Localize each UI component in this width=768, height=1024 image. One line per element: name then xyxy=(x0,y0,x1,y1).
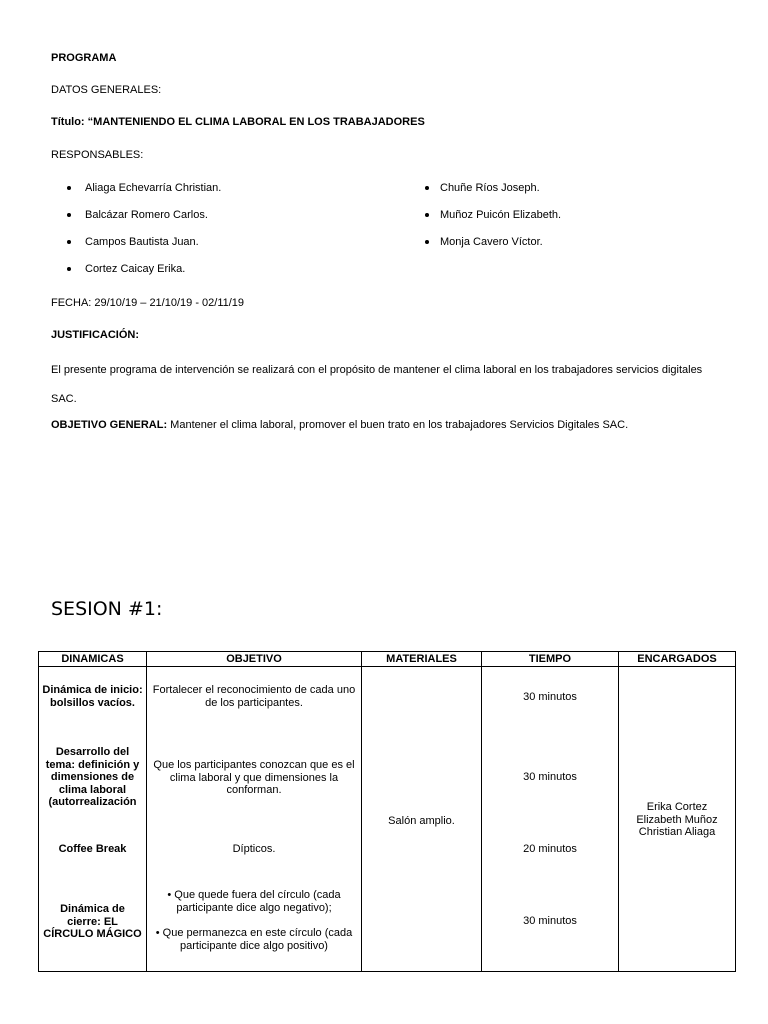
dinamicas-cell xyxy=(39,667,147,972)
header-materiales: MATERIALES xyxy=(362,652,482,667)
list-item: Campos Bautista Juan. xyxy=(85,236,199,248)
objetivo-2: Que los participantes conozcan que es el clima laboral y que dimensiones la conforman. xyxy=(153,759,355,796)
objective-label: OBJETIVO GENERAL: xyxy=(51,419,168,431)
session-table xyxy=(38,651,736,972)
general-objective xyxy=(51,418,731,432)
bullet-icon xyxy=(67,186,71,190)
date-line: FECHA: 29/10/19 – 21/10/19 - 02/11/19 xyxy=(51,297,245,309)
dinamica-1: Dinámica de inicio: bolsillos vacíos. xyxy=(42,684,143,709)
encargado-3: Christian Aliaga xyxy=(638,826,716,838)
tiempo-2: 30 minutos xyxy=(523,771,577,783)
list-item: Monja Cavero Víctor. xyxy=(440,236,543,248)
justification-heading: JUSTIFICACIÓN: xyxy=(51,329,139,341)
list-item: Cortez Caicay Erika. xyxy=(85,263,186,275)
bullet-icon xyxy=(425,186,429,190)
header-objetivo: OBJETIVO xyxy=(147,652,362,667)
list-item: Chuñe Ríos Joseph. xyxy=(440,182,540,194)
session-title: SESION #1: xyxy=(51,598,163,620)
objetivo-1: Fortalecer el reconocimiento de cada uno de los participantes. xyxy=(152,684,356,709)
dinamica-3: Coffee Break xyxy=(58,843,127,855)
list-item: Muñoz Puicón Elizabeth. xyxy=(440,209,562,221)
materiales-cell xyxy=(362,667,482,972)
tiempo-1: 30 minutos xyxy=(523,691,577,703)
materiales-value: Salón amplio. xyxy=(388,815,455,827)
objective-text: Mantener el clima laboral, promover el buen trato en los trabajadores Servicios Digitales SAC. xyxy=(167,419,629,431)
dinamica-2: Desarrollo del tema: definición y dimensiones de clima laboral (autorrealización xyxy=(45,746,140,808)
tiempo-4: 30 minutos xyxy=(523,915,577,927)
header-tiempo: TIEMPO xyxy=(482,652,619,667)
header-dinamicas: DINAMICAS xyxy=(39,652,147,667)
bullet-icon xyxy=(425,213,429,217)
program-heading: PROGRAMA xyxy=(51,52,117,64)
encargados-cell xyxy=(619,667,736,972)
objetivo-3: Dípticos. xyxy=(232,843,276,855)
title-line: Título: “MANTENIENDO EL CLIMA LABORAL EN LOS TRABAJADORES xyxy=(51,116,425,128)
header-encargados: ENCARGADOS xyxy=(619,652,736,667)
table-row xyxy=(39,667,736,972)
bullet-icon xyxy=(67,213,71,217)
bullet-icon xyxy=(67,240,71,244)
encargado-2: Elizabeth Muñoz xyxy=(636,813,718,826)
objetivo-4b: • Que permanezca en este círculo (cada participante dice algo positivo) xyxy=(155,927,353,952)
encargado-1: Erika Cortez xyxy=(646,801,708,813)
justification-text: El presente programa de intervención se realizará con el propósito de mantener el clima laboral en los trabajadores servicios digitales SAC. xyxy=(51,364,703,405)
list-item: Balcázar Romero Carlos. xyxy=(85,209,208,221)
tiempo-3: 20 minutos xyxy=(523,843,577,855)
objetivo-4a: • Que quede fuera del círculo (cada participante dice algo negativo); xyxy=(167,889,341,914)
general-data-heading: DATOS GENERALES: xyxy=(51,84,162,96)
tiempo-cell xyxy=(482,667,619,972)
dinamica-4: Dinámica de cierre: EL CÍRCULO MÁGICO xyxy=(43,903,142,940)
objetivo-cell xyxy=(147,667,362,972)
responsables-heading: RESPONSABLES: xyxy=(51,149,144,161)
bullet-icon xyxy=(425,240,429,244)
table-header-row xyxy=(39,652,736,667)
list-item: Aliaga Echevarría Christian. xyxy=(85,182,222,194)
bullet-icon xyxy=(67,267,71,271)
